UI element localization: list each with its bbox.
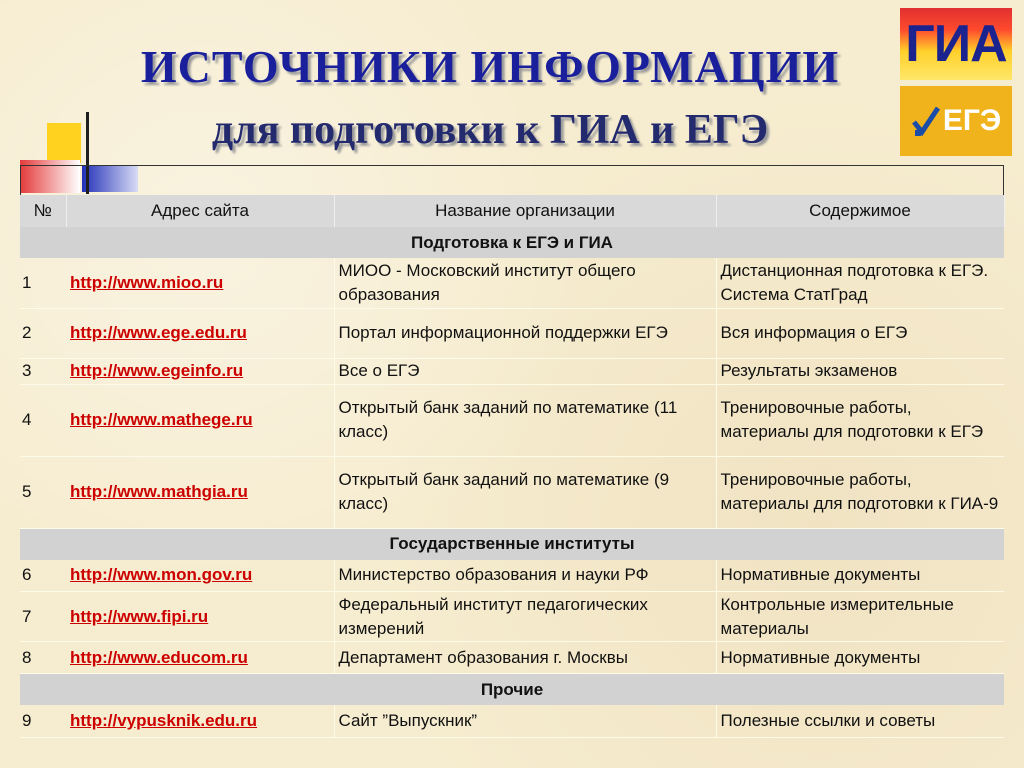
table-row (20, 384, 1004, 456)
content-description: Нормативные документы (716, 560, 1004, 592)
section-header-row (20, 674, 1004, 706)
table-row (20, 592, 1004, 642)
organization-name: Министерство образования и науки РФ (334, 560, 716, 592)
column-header: № (20, 195, 66, 227)
content-description: Дистанционная подготовка к ЕГЭ. Система СтатГрад (716, 258, 1004, 308)
url-cell (66, 258, 334, 308)
section-title: Подготовка к ЕГЭ и ГИА (20, 227, 1004, 258)
site-link[interactable]: http://www.mathgia.ru (70, 482, 248, 501)
table-row (20, 358, 1004, 384)
table-top-frame (20, 165, 1004, 195)
url-cell (66, 642, 334, 674)
url-cell (66, 358, 334, 384)
site-link[interactable]: http://www.mathege.ru (70, 410, 253, 429)
gia-logo-text: ГИА (905, 15, 1007, 73)
site-link[interactable]: http://www.educom.ru (70, 647, 248, 667)
ege-logo (900, 86, 1012, 156)
organization-name: Открытый банк заданий по математике (11 класс) (334, 384, 716, 456)
column-header: Содержимое (716, 195, 1004, 227)
site-link[interactable]: http://www.mioo.ru (70, 272, 224, 292)
table-row (20, 642, 1004, 674)
organization-name: МИОО - Московский институт общего образования (334, 258, 716, 308)
organization-name: Портал информационной поддержки ЕГЭ (334, 308, 716, 358)
content-description: Вся информация о ЕГЭ (716, 308, 1004, 358)
organization-name: Департамент образования г. Москвы (334, 642, 716, 674)
row-number: 9 (20, 705, 66, 737)
table-row (20, 705, 1004, 737)
organization-name: Все о ЕГЭ (334, 358, 716, 384)
content-description: Тренировочные работы, материалы для подготовки к ЕГЭ (716, 384, 1004, 456)
organization-name: Сайт ”Выпускник” (334, 705, 716, 737)
section-title: Прочие (20, 674, 1004, 706)
table-header-row (20, 195, 1004, 227)
site-link[interactable]: http://www.ege.edu.ru (70, 323, 247, 342)
site-link[interactable]: http://www.egeinfo.ru (70, 361, 244, 380)
page-subtitle: для подготовки к ГИА и ЕГЭ (211, 107, 769, 153)
table-row (20, 456, 1004, 528)
row-number: 4 (20, 384, 66, 456)
content-description: Результаты экзаменов (716, 358, 1004, 384)
section-header-row (20, 227, 1004, 258)
url-cell (66, 456, 334, 528)
row-number: 6 (20, 560, 66, 592)
row-number: 1 (20, 258, 66, 308)
pencil-check-icon (911, 104, 941, 138)
section-header-row (20, 528, 1004, 560)
row-number: 5 (20, 456, 66, 528)
url-cell (66, 308, 334, 358)
content-description: Полезные ссылки и советы (716, 705, 1004, 737)
site-link[interactable]: http://www.fipi.ru (70, 606, 209, 626)
page-title: ИСТОЧНИКИ ИНФОРМАЦИИ (140, 41, 840, 92)
site-link[interactable]: http://www.mon.gov.ru (70, 565, 253, 585)
column-header: Название организации (334, 195, 716, 227)
content-description: Тренировочные работы, материалы для подготовки к ГИА-9 (716, 456, 1004, 528)
table-row (20, 308, 1004, 358)
site-link[interactable]: http://vypusknik.edu.ru (70, 710, 258, 730)
column-header: Адрес сайта (66, 195, 334, 227)
url-cell (66, 592, 334, 642)
content-description: Нормативные документы (716, 642, 1004, 674)
row-number: 7 (20, 592, 66, 642)
decor-yellow-square (47, 123, 81, 163)
organization-name: Открытый банк заданий по математике (9 класс) (334, 456, 716, 528)
row-number: 8 (20, 642, 66, 674)
row-number: 3 (20, 358, 66, 384)
table-row (20, 258, 1004, 308)
gia-logo (900, 8, 1012, 80)
table-row (20, 560, 1004, 592)
url-cell (66, 384, 334, 456)
row-number: 2 (20, 308, 66, 358)
url-cell (66, 560, 334, 592)
sources-table (20, 195, 1005, 738)
ege-logo-text: ЕГЭ (942, 104, 1002, 137)
organization-name: Федеральный институт педагогических измерений (334, 592, 716, 642)
section-title: Государственные институты (20, 528, 1004, 560)
url-cell (66, 705, 334, 737)
content-description: Контрольные измерительные материалы (716, 592, 1004, 642)
